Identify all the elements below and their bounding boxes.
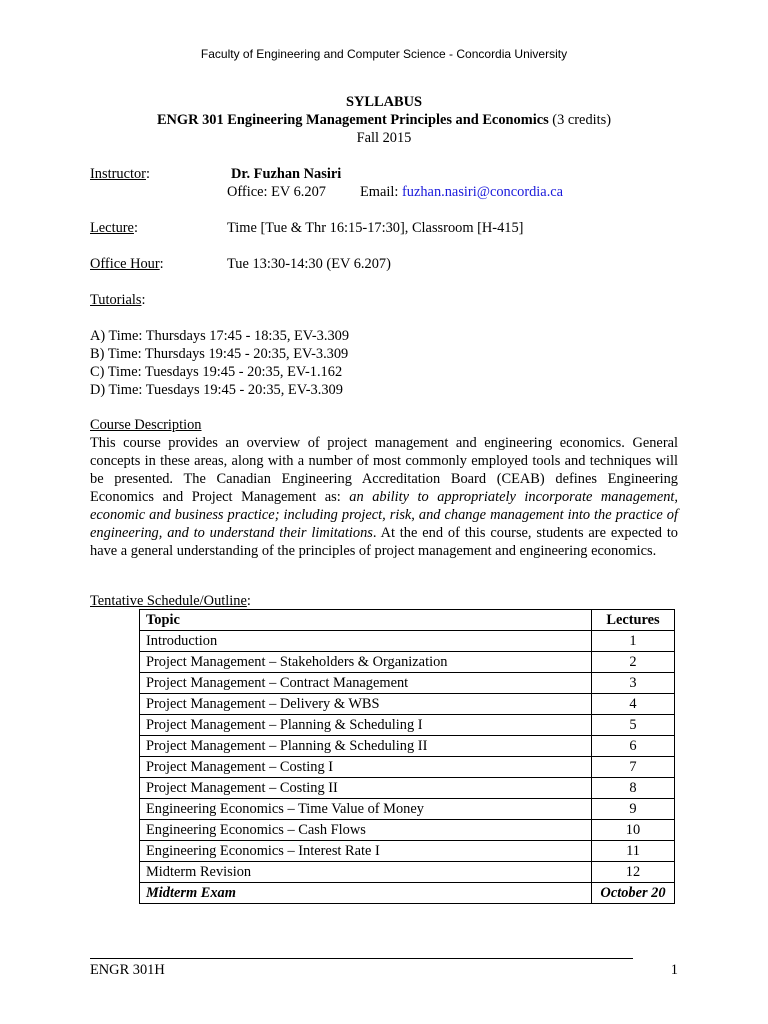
topic-cell: Engineering Economics – Interest Rate I bbox=[140, 841, 592, 862]
course-description-text bbox=[90, 434, 678, 560]
email-label: Email: bbox=[360, 184, 399, 200]
table-row bbox=[140, 757, 675, 778]
instructor-office: Office: EV 6.207 bbox=[227, 184, 326, 200]
table-row bbox=[140, 778, 675, 799]
office-hour-label: Office Hour bbox=[90, 256, 160, 272]
description-text-after: . At the end of this course, students are expected to have a general understanding of the principles of project management and engineering economics. bbox=[90, 525, 679, 559]
tutorials-colon: : bbox=[141, 292, 146, 308]
tutorials-label: Tutorials bbox=[90, 292, 142, 308]
tutorials-label-row bbox=[90, 291, 145, 309]
topic-cell: Project Management – Planning & Scheduling I bbox=[140, 715, 592, 736]
lectures-cell: 4 bbox=[592, 694, 675, 715]
table-row bbox=[140, 799, 675, 820]
exam-row bbox=[140, 883, 675, 904]
lectures-cell: 9 bbox=[592, 799, 675, 820]
table-row bbox=[140, 652, 675, 673]
table-row bbox=[140, 694, 675, 715]
table-row bbox=[140, 841, 675, 862]
tutorial-item: A) Time: Thursdays 17:45 - 18:35, EV-3.309 bbox=[90, 328, 350, 344]
topic-cell: Project Management – Costing II bbox=[140, 778, 592, 799]
course-name: ENGR 301 Engineering Management Principles and Economics bbox=[156, 112, 549, 128]
topic-cell: Project Management – Stakeholders & Organization bbox=[140, 652, 592, 673]
instructor-name: Dr. Fuzhan Nasiri bbox=[231, 166, 342, 182]
topic-cell: Midterm Revision bbox=[140, 862, 592, 883]
office-hour-value: Tue 13:30-14:30 (EV 6.207) bbox=[227, 256, 391, 272]
lecture-label-row bbox=[90, 219, 138, 237]
schedule-table-body bbox=[140, 631, 675, 904]
lecture-colon: : bbox=[133, 220, 138, 236]
course-credits: (3 credits) bbox=[552, 112, 612, 128]
email-link[interactable]: fuzhan.nasiri@concordia.ca bbox=[401, 184, 564, 200]
table-row bbox=[140, 820, 675, 841]
schedule-heading: Tentative Schedule/Outline bbox=[90, 593, 247, 609]
office-hour-label-row bbox=[90, 255, 164, 273]
table-row bbox=[140, 736, 675, 757]
syllabus-title: SYLLABUS bbox=[346, 94, 422, 110]
tutorial-item: B) Time: Thursdays 19:45 - 20:35, EV-3.309 bbox=[90, 346, 349, 362]
table-row bbox=[140, 862, 675, 883]
column-header-topic: Topic bbox=[140, 610, 592, 631]
instructor-label: Instructor bbox=[90, 166, 146, 182]
topic-cell: Project Management – Delivery & WBS bbox=[140, 694, 592, 715]
lecture-value: Time [Tue & Thr 16:15-17:30], Classroom [H-415] bbox=[227, 220, 524, 236]
column-header-lectures: Lectures bbox=[592, 610, 675, 631]
exam-date-cell: October 20 bbox=[592, 883, 675, 904]
schedule-colon: : bbox=[246, 593, 251, 609]
schedule-heading-row bbox=[90, 592, 251, 610]
lectures-cell: 3 bbox=[592, 673, 675, 694]
lectures-cell: 10 bbox=[592, 820, 675, 841]
instructor-email-row bbox=[360, 183, 563, 201]
page-number: 1 bbox=[670, 962, 678, 978]
lectures-cell: 6 bbox=[592, 736, 675, 757]
table-row bbox=[140, 673, 675, 694]
lectures-cell: 1 bbox=[592, 631, 675, 652]
tutorial-item: C) Time: Tuesdays 19:45 - 20:35, EV-1.162 bbox=[90, 364, 343, 380]
lectures-cell: 5 bbox=[592, 715, 675, 736]
topic-cell: Project Management – Contract Management bbox=[140, 673, 592, 694]
topic-cell: Introduction bbox=[140, 631, 592, 652]
table-header-row bbox=[140, 610, 675, 631]
lectures-cell: 11 bbox=[592, 841, 675, 862]
office-hour-colon: : bbox=[159, 256, 164, 272]
tutorial-item: D) Time: Tuesdays 19:45 - 20:35, EV-3.309 bbox=[90, 382, 343, 398]
table-row bbox=[140, 715, 675, 736]
instructor-label-row bbox=[90, 165, 150, 183]
description-text-italic: an ability to appropriately incorporate management, economic and business practice; including project, risk, and change management into the practice of engineering, and to understand their limitations bbox=[90, 489, 678, 541]
footer-course-code: ENGR 301H bbox=[90, 962, 165, 978]
course-description-heading: Course Description bbox=[90, 417, 202, 433]
topic-cell: Engineering Economics – Cash Flows bbox=[140, 820, 592, 841]
lectures-cell: 7 bbox=[592, 757, 675, 778]
topic-cell: Project Management – Planning & Scheduling II bbox=[140, 736, 592, 757]
description-text-before: This course provides an overview of project management and engineering economics. General concepts in these areas, along with a number of most commonly employed tools and techniques will be presented. The Canadian Engineering Accreditation Board (CEAB) defines Engineering Economics and Project Management as: bbox=[90, 435, 678, 505]
exam-topic-cell: Midterm Exam bbox=[140, 883, 592, 904]
topic-cell: Engineering Economics – Time Value of Money bbox=[140, 799, 592, 820]
course-term: Fall 2015 bbox=[356, 130, 412, 146]
lecture-label: Lecture bbox=[90, 220, 134, 236]
lectures-cell: 12 bbox=[592, 862, 675, 883]
schedule-table bbox=[139, 609, 675, 904]
table-row bbox=[140, 631, 675, 652]
topic-cell: Project Management – Costing I bbox=[140, 757, 592, 778]
footer-rule bbox=[90, 958, 633, 959]
lectures-cell: 2 bbox=[592, 652, 675, 673]
faculty-header: Faculty of Engineering and Computer Science - Concordia University bbox=[200, 47, 568, 61]
course-title bbox=[0, 111, 768, 129]
lectures-cell: 8 bbox=[592, 778, 675, 799]
instructor-colon: : bbox=[145, 166, 150, 182]
